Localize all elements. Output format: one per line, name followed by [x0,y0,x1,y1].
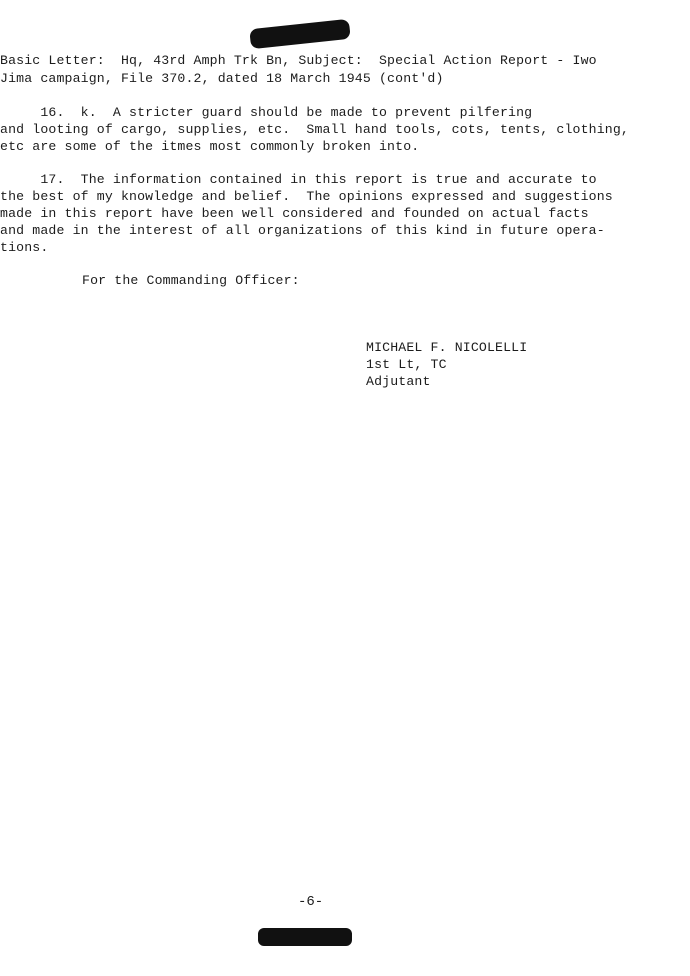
paragraph-16-line-1: 16. k. A stricter guard should be made to prevent pilfering [0,105,533,120]
paragraph-17-line-5: tions. [0,240,49,255]
paragraph-17-line-2: the best of my knowledge and belief. The opinions expressed and suggestions [0,189,613,204]
paragraph-17-line-4: and made in the interest of all organizations of this kind in future opera- [0,223,605,238]
signature-title: Adjutant [366,374,431,389]
paragraph-16-line-3: etc are some of the itmes most commonly broken into. [0,139,420,154]
closing-line: For the Commanding Officer: [82,273,300,288]
header-line-1: Basic Letter: Hq, 43rd Amph Trk Bn, Subject: Special Action Report - Iwo [0,53,597,68]
redaction-mark-top [249,19,351,49]
page-number: -6- [298,894,324,910]
signature-name: MICHAEL F. NICOLELLI [366,340,528,355]
header-line-2: Jima campaign, File 370.2, dated 18 March 1945 (cont'd) [0,71,444,86]
signature-rank: 1st Lt, TC [366,357,447,372]
redaction-mark-bottom [258,928,352,946]
paragraph-17-line-3: made in this report have been well considered and founded on actual facts [0,206,589,221]
paragraph-17-line-1: 17. The information contained in this report is true and accurate to [0,172,597,187]
paragraph-16-line-2: and looting of cargo, supplies, etc. Small hand tools, cots, tents, clothing, [0,122,629,137]
